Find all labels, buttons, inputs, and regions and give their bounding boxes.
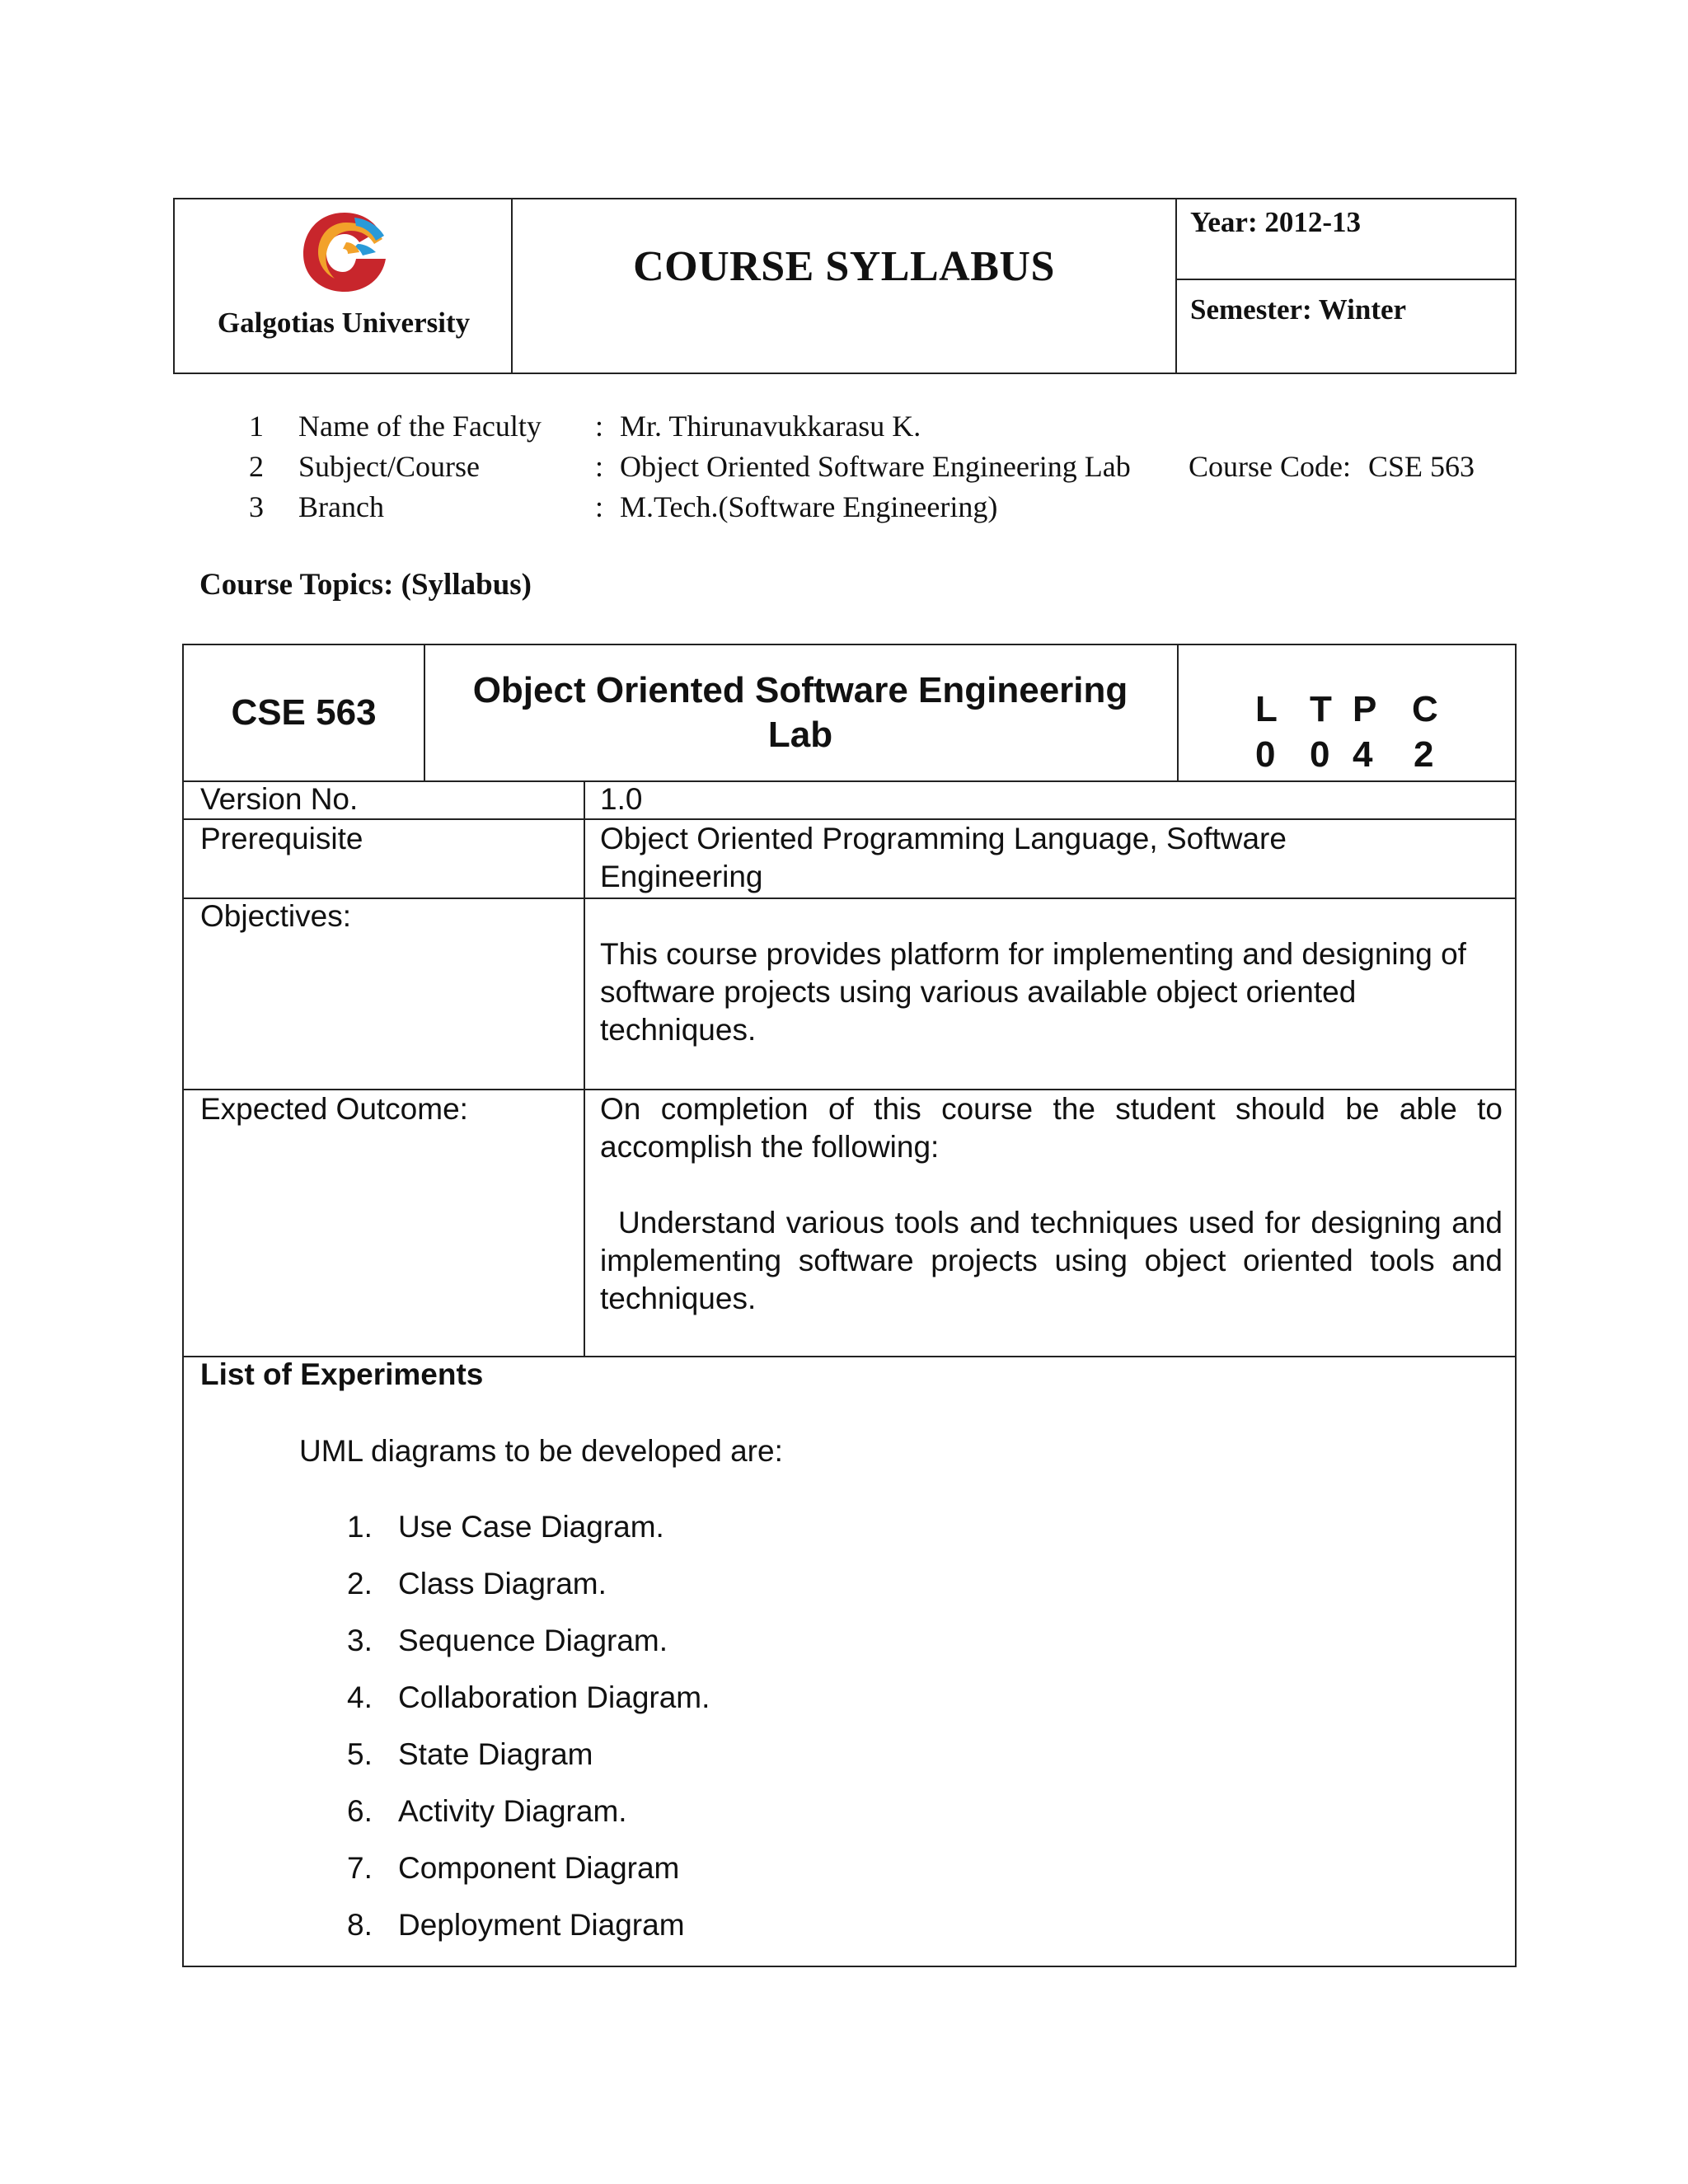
uml-intro: UML diagrams to be developed are:: [299, 1434, 783, 1468]
year-cell: [1177, 199, 1515, 280]
info-label: Branch: [298, 490, 384, 523]
table-divider: [184, 898, 1515, 899]
info-colon: :: [595, 490, 604, 523]
list-item-text: Activity Diagram.: [398, 1794, 627, 1828]
ltpc-value-p: 4: [1353, 734, 1373, 775]
table-divider: [1177, 645, 1179, 780]
prerequisite-value: [600, 820, 1503, 896]
table-divider: [584, 780, 585, 1356]
ltpc-value-t: 0: [1310, 734, 1330, 775]
list-item-number: 4.: [347, 1680, 373, 1714]
version-value: 1.0: [600, 782, 643, 816]
info-number: 3: [249, 490, 264, 523]
course-name-line: Lab: [767, 715, 833, 755]
course-code-cell: CSE 563: [231, 692, 377, 733]
university-logo-icon: [297, 206, 392, 297]
list-item-text: Use Case Diagram.: [398, 1510, 664, 1544]
list-item-number: 2.: [347, 1567, 373, 1601]
list-item-text: Sequence Diagram.: [398, 1624, 668, 1657]
course-name-cell: [424, 668, 1177, 757]
list-item-number: 3.: [347, 1624, 373, 1657]
info-colon: :: [595, 450, 604, 483]
course-name-line: Object Oriented Software Engineering: [472, 670, 1128, 710]
course-code-value: CSE 563: [1368, 450, 1475, 483]
list-item-text: State Diagram: [398, 1737, 593, 1771]
ltpc-label-t: T: [1310, 689, 1332, 729]
outcome-intro: On completion of this course the student should be able to accomplish the following:: [600, 1092, 1503, 1164]
list-item-number: 6.: [347, 1794, 373, 1828]
outcome-label: Expected Outcome:: [200, 1092, 468, 1126]
info-label: Subject/Course: [298, 450, 480, 483]
list-item-text: Deployment Diagram: [398, 1908, 685, 1942]
info-value: Object Oriented Software Engineering Lab: [620, 450, 1131, 483]
objectives-text: This course provides platform for implementing and designing of software projects using various available object oriented techniques.: [600, 937, 1466, 1047]
info-number: 2: [249, 450, 264, 483]
university-name: Galgotias University: [217, 307, 471, 339]
title-cell: [513, 199, 1177, 373]
course-topics-heading: Course Topics: (Syllabus): [199, 568, 532, 602]
list-item-number: 8.: [347, 1908, 373, 1942]
list-item-number: 7.: [347, 1851, 373, 1885]
course-code-label: Course Code:: [1189, 450, 1351, 483]
info-value: M.Tech.(Software Engineering): [620, 490, 998, 523]
prerequisite-label: Prerequisite: [200, 822, 363, 855]
experiments-heading: List of Experiments: [200, 1357, 484, 1391]
header-box: [173, 198, 1517, 374]
logo-cell: [175, 199, 513, 373]
semester-label: Semester: Winter: [1190, 293, 1407, 326]
info-label: Name of the Faculty: [298, 410, 542, 443]
ltpc-value-l: 0: [1255, 734, 1276, 775]
year-label: Year: 2012-13: [1190, 206, 1362, 238]
ltpc-label-p: P: [1353, 689, 1377, 729]
prerequisite-line: Engineering: [600, 860, 763, 893]
list-item-number: 1.: [347, 1510, 373, 1544]
list-item-text: Collaboration Diagram.: [398, 1680, 710, 1714]
syllabus-table: [182, 644, 1517, 1967]
list-item-text: Class Diagram.: [398, 1567, 607, 1601]
prerequisite-line: Object Oriented Programming Language, Software: [600, 822, 1287, 855]
info-number: 1: [249, 410, 264, 443]
version-label: Version No.: [200, 782, 359, 816]
info-value: Mr. Thirunavukkarasu K.: [620, 410, 921, 443]
outcome-point: Understand various tools and techniques used for designing and implementing software projects using object oriented tools and techniques.: [600, 1206, 1503, 1315]
page-title: COURSE SYLLABUS: [633, 243, 1055, 290]
ltpc-label-l: L: [1255, 689, 1278, 729]
list-item-text: Component Diagram: [398, 1851, 680, 1885]
objectives-label: Objectives:: [200, 899, 352, 933]
ltpc-value-c: 2: [1414, 734, 1434, 775]
list-item-number: 5.: [347, 1737, 373, 1771]
ltpc-label-c: C: [1412, 689, 1438, 729]
info-colon: :: [595, 410, 604, 443]
